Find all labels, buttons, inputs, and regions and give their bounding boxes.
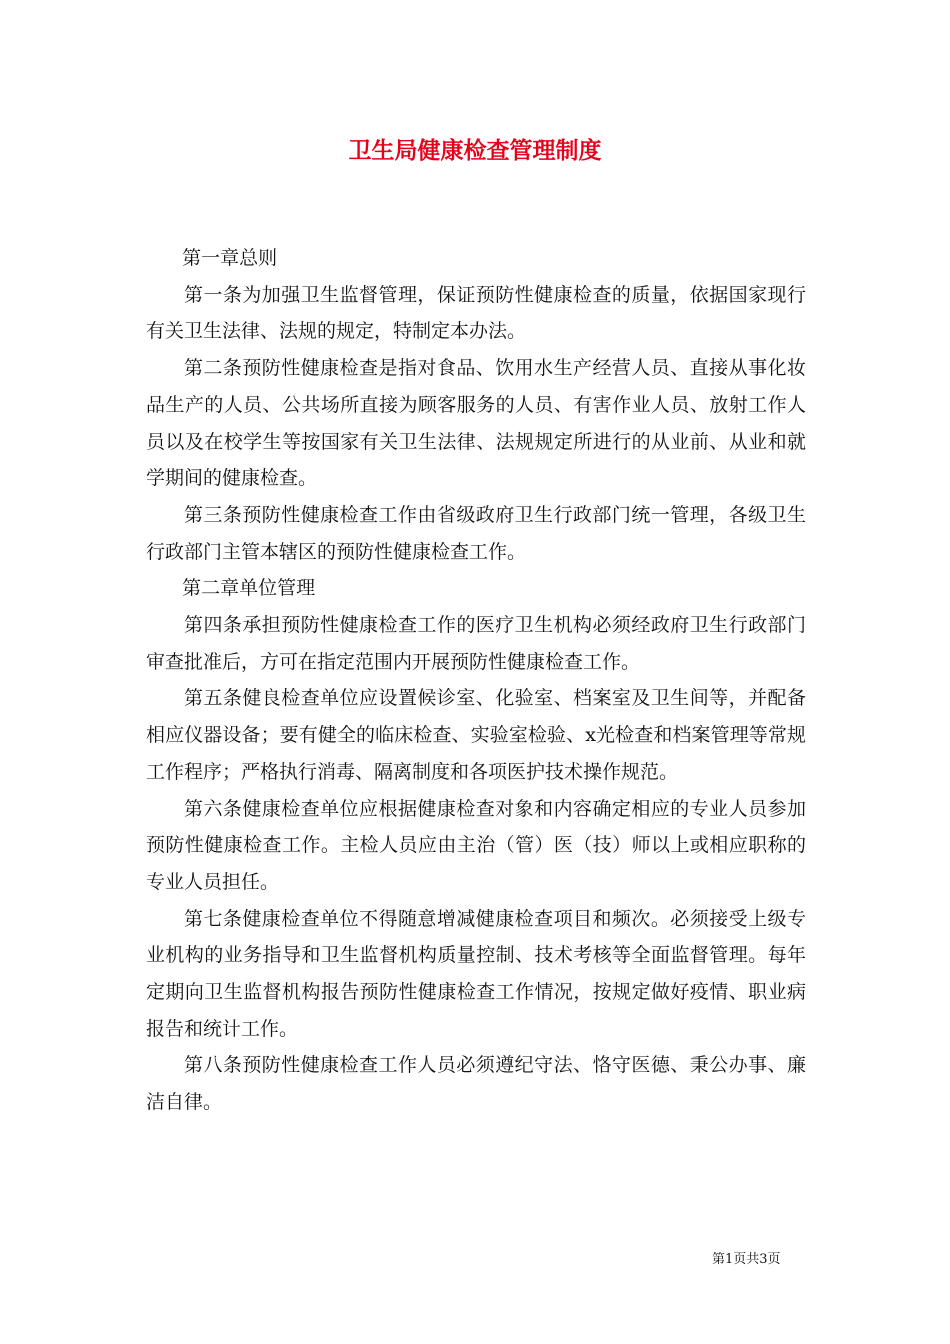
chapter-heading-1: 第一章总则 — [182, 247, 278, 269]
chapter-heading-2: 第二章单位管理 — [182, 577, 316, 600]
article-3: 第三条预防性健康检查工作由省级政府卫生行政部门统一管理，各级卫生行政部门主管本辖区的预防性健康检查工作。 — [146, 503, 806, 563]
article-2: 第二条预防性健康检查是指对食品、饮用水生产经营人员、直接从事化妆品生产的人员、公共场所直接为顾客服务的人员、有害作业人员、放射工作人员以及在校学生等按国家有关卫生法律、法规规定所进行的从业前、从业和就学期间的健康检查。 — [146, 357, 806, 490]
article-1: 第一条为加强卫生监督管理，保证预防性健康检查的质量，依据国家现行有关卫生法律、法规的规定，特制定本办法。 — [146, 283, 806, 343]
article-6: 第六条健康检查单位应根据健康检查对象和内容确定相应的专业人员参加预防性健康检查工作。主检人员应由主治（管）医（技）师以上或相应职称的专业人员担任。 — [146, 797, 806, 893]
document-body — [146, 240, 806, 1121]
article-7: 第七条健康检查单位不得随意增减健康检查项目和频次。必须接受上级专业机构的业务指导和卫生监督机构质量控制、技术考核等全面监督管理。每年定期向卫生监督机构报告预防性健康检查工作情况，按规定做好疫情、职业病报告和统计工作。 — [146, 907, 806, 1040]
article-4: 第四条承担预防性健康检查工作的医疗卫生机构必须经政府卫生行政部门审查批准后，方可在指定范围内开展预防性健康检查工作。 — [146, 614, 806, 673]
page-number: 第1页共3页 — [712, 1252, 781, 1267]
document-title: 卫生局健康检查管理制度 — [348, 138, 602, 164]
article-5: 第五条健良检查单位应设置候诊室、化验室、档案室及卫生间等，并配备相应仪器设备；要有健全的临床检查、实验室检验、x光检查和档案管理等常规工作程序；严格执行消毒、隔离制度和各项医护技术操作规范。 — [146, 687, 806, 783]
article-8: 第八条预防性健康检查工作人员必须遵纪守法、恪守医德、秉公办事、廉洁自律。 — [146, 1054, 806, 1114]
